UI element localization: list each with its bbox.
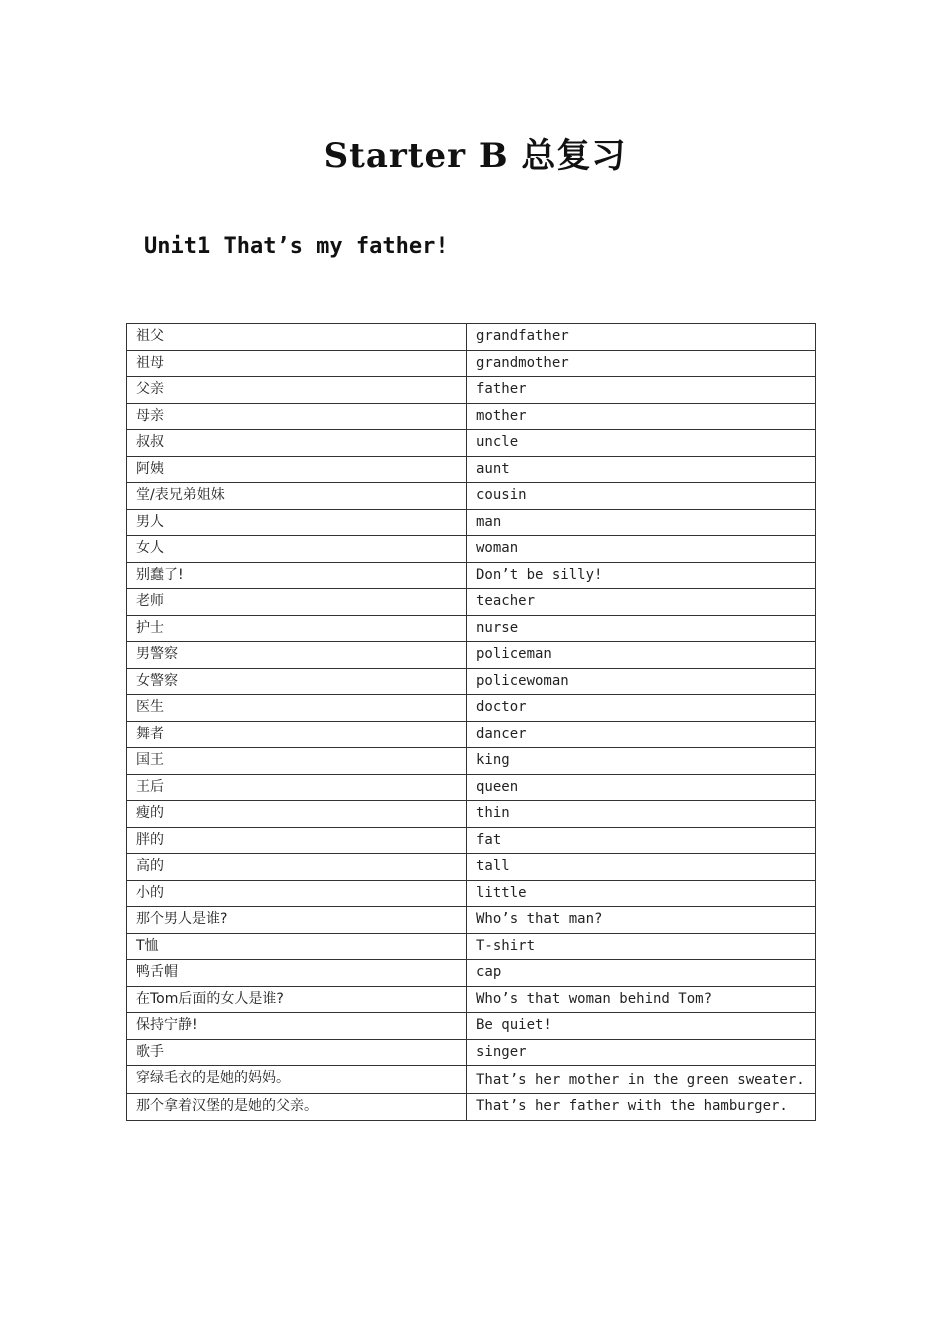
table-row	[127, 324, 816, 351]
english-term-cell: man	[467, 509, 816, 536]
chinese-term-cell: 舞者	[127, 721, 467, 748]
english-term-cell: teacher	[467, 589, 816, 616]
table-row	[127, 695, 816, 722]
table-row	[127, 1013, 816, 1040]
english-term-cell: Who’s that man?	[467, 907, 816, 934]
table-row	[127, 668, 816, 695]
english-term-cell: Don’t be silly!	[467, 562, 816, 589]
chinese-term-cell: 祖母	[127, 350, 467, 377]
chinese-term-cell: 女人	[127, 536, 467, 563]
table-row	[127, 536, 816, 563]
chinese-term-cell: 阿姨	[127, 456, 467, 483]
english-term-cell: Be quiet!	[467, 1013, 816, 1040]
english-term-cell: tall	[467, 854, 816, 881]
english-term-cell: little	[467, 880, 816, 907]
page-title: Starter B 总复习	[323, 136, 627, 176]
table-row	[127, 960, 816, 987]
chinese-term-cell: 叔叔	[127, 430, 467, 457]
english-term-cell: uncle	[467, 430, 816, 457]
english-term-cell: grandmother	[467, 350, 816, 377]
table-row	[127, 854, 816, 881]
english-term-cell: policeman	[467, 642, 816, 669]
english-term-cell: That’s her father with the hamburger.	[467, 1094, 816, 1121]
table-row	[127, 456, 816, 483]
english-term-cell: Who’s that woman behind Tom?	[467, 986, 816, 1013]
chinese-term-cell: 医生	[127, 695, 467, 722]
table-row	[127, 933, 816, 960]
chinese-term-cell: 女警察	[127, 668, 467, 695]
table-row	[127, 721, 816, 748]
english-term-cell: woman	[467, 536, 816, 563]
english-term-cell: queen	[467, 774, 816, 801]
table-row	[127, 562, 816, 589]
table-row	[127, 509, 816, 536]
vocabulary-table-body	[127, 324, 816, 1121]
english-term-cell: dancer	[467, 721, 816, 748]
table-row	[127, 589, 816, 616]
english-term-cell: cap	[467, 960, 816, 987]
chinese-term-cell: 护士	[127, 615, 467, 642]
english-term-cell: king	[467, 748, 816, 775]
table-row	[127, 801, 816, 828]
chinese-term-cell: 那个男人是谁?	[127, 907, 467, 934]
table-row	[127, 403, 816, 430]
table-row	[127, 986, 816, 1013]
table-row	[127, 350, 816, 377]
table-row	[127, 1066, 816, 1094]
chinese-term-cell: 高的	[127, 854, 467, 881]
table-row	[127, 880, 816, 907]
table-row	[127, 827, 816, 854]
english-term-cell: grandfather	[467, 324, 816, 351]
vocabulary-table	[126, 323, 816, 1121]
unit-heading: Unit1 That’s my father!	[144, 234, 449, 259]
english-term-cell: cousin	[467, 483, 816, 510]
english-term-cell: mother	[467, 403, 816, 430]
table-row	[127, 774, 816, 801]
chinese-term-cell: 母亲	[127, 403, 467, 430]
table-row	[127, 642, 816, 669]
chinese-term-cell: 在Tom后面的女人是谁?	[127, 986, 467, 1013]
chinese-term-cell: 王后	[127, 774, 467, 801]
chinese-term-cell: 那个拿着汉堡的是她的父亲。	[127, 1094, 467, 1121]
table-row	[127, 377, 816, 404]
chinese-term-cell: 鸭舌帽	[127, 960, 467, 987]
chinese-term-cell: T恤	[127, 933, 467, 960]
english-term-cell: T-shirt	[467, 933, 816, 960]
english-term-cell: singer	[467, 1039, 816, 1066]
chinese-term-cell: 小的	[127, 880, 467, 907]
table-row	[127, 1039, 816, 1066]
table-row	[127, 615, 816, 642]
table-row	[127, 483, 816, 510]
chinese-term-cell: 老师	[127, 589, 467, 616]
english-term-cell: policewoman	[467, 668, 816, 695]
english-term-cell: aunt	[467, 456, 816, 483]
chinese-term-cell: 胖的	[127, 827, 467, 854]
english-term-cell: doctor	[467, 695, 816, 722]
chinese-term-cell: 男警察	[127, 642, 467, 669]
chinese-term-cell: 别蠢了!	[127, 562, 467, 589]
chinese-term-cell: 穿绿毛衣的是她的妈妈。	[127, 1066, 467, 1094]
table-row	[127, 1094, 816, 1121]
english-term-cell: thin	[467, 801, 816, 828]
chinese-term-cell: 堂/表兄弟姐妹	[127, 483, 467, 510]
table-row	[127, 907, 816, 934]
english-term-cell: father	[467, 377, 816, 404]
chinese-term-cell: 保持宁静!	[127, 1013, 467, 1040]
english-term-cell: nurse	[467, 615, 816, 642]
chinese-term-cell: 国王	[127, 748, 467, 775]
chinese-term-cell: 瘦的	[127, 801, 467, 828]
english-term-cell: fat	[467, 827, 816, 854]
table-row	[127, 748, 816, 775]
chinese-term-cell: 祖父	[127, 324, 467, 351]
chinese-term-cell: 歌手	[127, 1039, 467, 1066]
chinese-term-cell: 男人	[127, 509, 467, 536]
table-row	[127, 430, 816, 457]
chinese-term-cell: 父亲	[127, 377, 467, 404]
english-term-cell: That’s her mother in the green sweater.	[467, 1066, 816, 1094]
